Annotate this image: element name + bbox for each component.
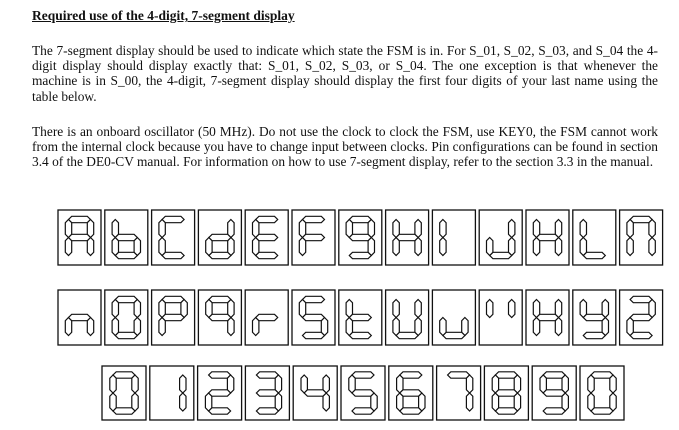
segment-b [180,375,186,393]
segment-a [162,296,184,302]
digit-cell-r [245,290,288,345]
segment-e [580,238,586,256]
segment-g [69,314,91,320]
segment-b [134,300,140,318]
segment-b [649,220,655,238]
digit-cell-2 [198,366,242,420]
digit-cell-1 [150,366,194,420]
segment-d [162,252,184,258]
segment-a [630,216,652,222]
segment-d [591,408,613,414]
segment-c [180,393,186,411]
digit-cell-n [58,290,101,345]
segment-g [583,314,605,320]
segment-d [352,408,374,414]
segment-g [630,314,652,320]
segment-g [115,234,137,240]
digit-cell-6 [389,366,433,420]
segment-g [304,390,326,396]
segment-a [352,372,374,378]
segment-b [509,300,515,318]
paragraph-clock-notes: There is an onboard oscillator (50 MHz). Do not use the clock to clock the FSM, use KEY0, the FSM cannot work from the internal clock because you have to change input between clocks. Pin configurations can be found in section 3.4 of the DE0-CV manual. For information on how to use 7-segment display, refer to the section 3.3 in the manual. [32,124,658,170]
segment-a [400,372,422,378]
segment-a [630,296,652,302]
segment-e [627,238,633,256]
segment-a [209,372,231,378]
digit-cell-I [432,210,475,265]
digit-cell-9 [532,366,576,420]
segment-c [649,238,655,256]
segment-f [487,300,493,318]
digit-cell-3 [245,366,289,420]
digit-cell-Z [620,290,663,345]
segment-b [509,220,515,238]
segment-g [162,314,184,320]
section-title: Required use of the 4-digit, 7-segment display [32,8,295,23]
segment-g [303,314,325,320]
segment-a [303,296,325,302]
segment-e [159,238,165,256]
segment-b [132,375,138,393]
digit-cell-C [152,210,195,265]
segment-d [209,252,231,258]
segment-g [537,314,559,320]
segment-d [115,252,137,258]
segment-e [393,318,399,336]
segment-g [537,234,559,240]
segment-a [349,216,371,222]
segment-a [303,216,325,222]
segment-d [583,252,605,258]
segment-g [69,234,91,240]
segment-f [112,300,118,318]
segment-e [487,238,493,256]
segment-g [209,314,231,320]
segment-e [440,238,446,256]
digit-cell-frame [479,290,522,345]
digit-cell-W [479,290,522,345]
segment-e [440,318,446,336]
segment-d [303,332,325,338]
segment-f [627,220,633,238]
digit-cell-X [526,290,569,345]
segment-f [110,375,116,393]
segment-a [495,372,517,378]
segment-a [209,296,231,302]
segment-d [209,408,231,414]
segment-g [256,234,278,240]
digit-cell-8 [484,366,528,420]
segment-a [115,296,137,302]
digit-cell-A [58,210,101,265]
segment-g [303,234,325,240]
segment-d [543,408,565,414]
segment-b [415,300,421,318]
segment-f [393,300,399,318]
segment-g [256,314,278,320]
digit-cell-K [526,210,569,265]
segment-e [588,393,594,411]
segment-g [256,390,278,396]
digit-cell-F [292,210,335,265]
digit-cell-O [105,290,148,345]
segment-a [162,216,184,222]
segment-g [400,390,422,396]
digit-cell-t [339,290,382,345]
digit-cell-H [386,210,429,265]
segment-d [443,332,465,338]
segment-a [256,372,278,378]
segment-f [588,375,594,393]
segment-d [396,332,418,338]
segment-c [466,393,472,411]
segment-d [115,332,137,338]
digit-cell-0 [102,366,146,420]
segment-f [580,220,586,238]
segment-f [159,220,165,238]
segment-g [396,234,418,240]
segment-g [209,390,231,396]
digit-cell-J [479,210,522,265]
digit-cell-g [339,210,382,265]
segment-g [349,314,371,320]
digit-cell-y [573,290,616,345]
digit-cell-M [620,210,663,265]
segment-a [69,216,91,222]
digit-cell-U [386,290,429,345]
digit-cell-S [292,290,335,345]
digit-cell-E [245,210,288,265]
segment-e [112,318,118,336]
segment-b [466,375,472,393]
segment-d [349,332,371,338]
segment-g [352,390,374,396]
digit-cell-b [105,210,148,265]
segment-g [495,390,517,396]
segment-g [349,234,371,240]
segment-d [256,408,278,414]
digit-cell-0 [580,366,624,420]
digit-cell-frame [432,210,475,265]
segment-d [256,252,278,258]
segment-g [543,390,565,396]
segment-d [490,252,512,258]
segment-d [400,408,422,414]
digit-cell-d [198,210,241,265]
segment-a [256,216,278,222]
segment-a [591,372,613,378]
segment-f [440,220,446,238]
digit-cell-7 [437,366,481,420]
segment-d [113,408,135,414]
segment-a [113,372,135,378]
digit-cell-frame [150,366,194,420]
digit-cell-P [152,290,195,345]
digit-cell-5 [341,366,385,420]
segment-d [583,332,605,338]
segment-d [349,252,371,258]
digit-cell-L [573,210,616,265]
segment-a [543,372,565,378]
segment-a [448,372,470,378]
segment-e [110,393,116,411]
paragraph-display-requirements: The 7-segment display should be used to indicate which state the FSM is in. For S_01, S_02, S_03, and S_04 the 4-digit display should display exactly that: S_01, S_02, S_03, or S_04. The one exception is that whenever the machine is in S_00, the 4-digit, 7-segment display should display the first four digits of your last name using the table below. [32,43,658,104]
segment-b [610,375,616,393]
digit-cell-q [198,290,241,345]
segment-g [209,234,231,240]
segment-d [630,332,652,338]
digit-cell-4 [293,366,337,420]
segment-d [495,408,517,414]
digit-cell-v [432,290,475,345]
